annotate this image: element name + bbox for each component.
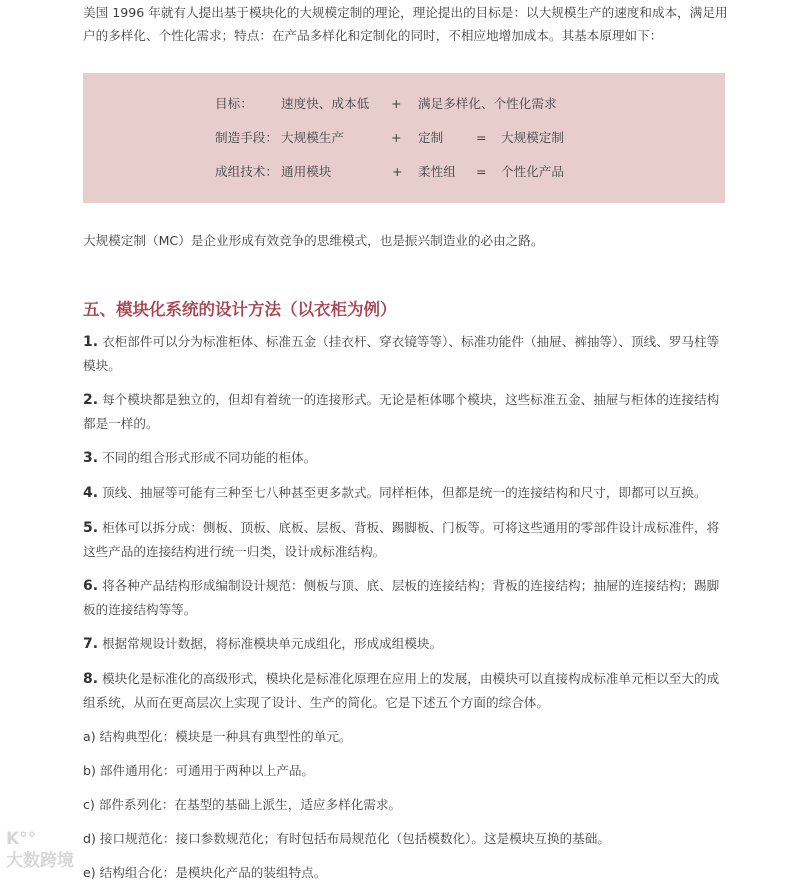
section-heading: 五、模块化系统的设计方法（以衣柜为例） bbox=[83, 300, 397, 319]
item-text: 根据常规设计数据，将标准模块单元成组化，形成成组模块。 bbox=[102, 636, 443, 651]
list-item bbox=[83, 516, 728, 563]
sub-item: b) 部件通用化：可通用于两种以上产品。 bbox=[83, 763, 315, 778]
sub-item: a) 结构典型化：模块是一种具有典型性的单元。 bbox=[83, 729, 352, 744]
sub-item: e) 结构组合化：是模块化产品的装组特点。 bbox=[83, 865, 327, 880]
item-number: 4. bbox=[83, 485, 99, 501]
formula-operator: + bbox=[391, 130, 402, 145]
watermark-icon: K°° bbox=[6, 829, 37, 849]
formula-term: 通用模块 bbox=[281, 164, 332, 179]
formula-box bbox=[83, 73, 725, 203]
formula-result: 大规模定制 bbox=[501, 130, 564, 145]
list-item bbox=[83, 574, 728, 621]
list-item bbox=[83, 446, 728, 470]
item-number: 1. bbox=[83, 334, 99, 350]
item-number: 8. bbox=[83, 671, 99, 687]
item-number: 3. bbox=[83, 450, 99, 466]
formula-term: 满足多样化、个性化需求 bbox=[418, 96, 557, 111]
list-item bbox=[83, 481, 728, 505]
sub-item: c) 部件系列化：在基型的基础上派生，适应多样化需求。 bbox=[83, 797, 402, 812]
item-number: 5. bbox=[83, 520, 99, 536]
list-item bbox=[83, 388, 728, 435]
list-item bbox=[83, 330, 728, 377]
article-body bbox=[83, 1, 728, 884]
item-text: 每个模块都是独立的，但却有着统一的连接形式。无论是柜体哪个模块，这些标准五金、抽屉与柜体的连接结构都是一样的。 bbox=[83, 392, 720, 431]
item-number: 7. bbox=[83, 636, 99, 652]
item-text: 不同的组合形式形成不同功能的柜体。 bbox=[102, 450, 317, 465]
item-text: 模块化是标准化的高级形式，模块化是标准化原理在应用上的发展，由模块可以直接构成标准单元柜以至大的成组系统，从而在更高层次上实现了设计、生产的简化。它是下述五个方面的综合体。 bbox=[83, 671, 720, 710]
item-number: 6. bbox=[83, 578, 99, 594]
formula-row bbox=[83, 94, 725, 114]
mc-note: 大规模定制（MC）是企业形成有效竞争的思维模式，也是振兴制造业的必由之路。 bbox=[83, 233, 544, 248]
item-text: 将各种产品结构形成编制设计规范：侧板与顶、底、层板的连接结构；背板的连接结构；抽屉的连接结构；踢脚板的连接结构等等。 bbox=[83, 578, 720, 617]
intro-paragraph: 美国 1996 年就有人提出基于模块化的大规模定制的理论，理论提出的目标是：以大规模生产的速度和成本，满足用户的多样化、个性化需求；特点：在产品多样化和定制化的同时，不相应地增加成本。其基本原理如下： bbox=[83, 5, 728, 43]
formula-term: 定制 bbox=[418, 130, 444, 145]
item-text: 顶线、抽屉等可能有三种至七八种甚至更多款式。同样柜体，但都是统一的连接结构和尺寸，即都可以互换。 bbox=[102, 485, 707, 500]
formula-term: 柔性组 bbox=[418, 164, 456, 179]
formula-operator: + bbox=[392, 164, 403, 179]
formula-operator: + bbox=[391, 96, 402, 111]
list-item bbox=[83, 632, 728, 656]
formula-term: 速度快、成本低 bbox=[281, 96, 370, 111]
formula-label: 制造手段： bbox=[215, 130, 278, 145]
formula-row bbox=[83, 162, 725, 182]
formula-result: 个性化产品 bbox=[501, 164, 564, 179]
sub-item: d) 接口规范化：接口参数规范化；有时包括布局规范化（包括模数化）。这是模块互换的基础。 bbox=[83, 831, 610, 846]
list-item bbox=[83, 667, 728, 714]
formula-label: 成组技术： bbox=[215, 164, 278, 179]
formula-label: 目标： bbox=[215, 96, 253, 111]
formula-term: 大规模生产 bbox=[281, 130, 344, 145]
item-text: 柜体可以拆分成：侧板、顶板、底板、层板、背板、踢脚板、门板等。可将这些通用的零部件设计成标准件，将这些产品的连接结构进行统一归类，设计成标准结构。 bbox=[83, 520, 720, 559]
item-text: 衣柜部件可以分为标准柜体、标准五金（挂衣杆、穿衣镜等等）、标准功能件（抽屉、裤抽等）、顶线、罗马柱等模块。 bbox=[83, 334, 720, 373]
item-number: 2. bbox=[83, 392, 99, 408]
formula-equals: = bbox=[476, 130, 487, 145]
formula-equals: = bbox=[476, 164, 487, 179]
watermark-logo bbox=[6, 828, 80, 872]
watermark-text: 大数跨境 bbox=[6, 851, 74, 871]
formula-row bbox=[83, 128, 725, 148]
